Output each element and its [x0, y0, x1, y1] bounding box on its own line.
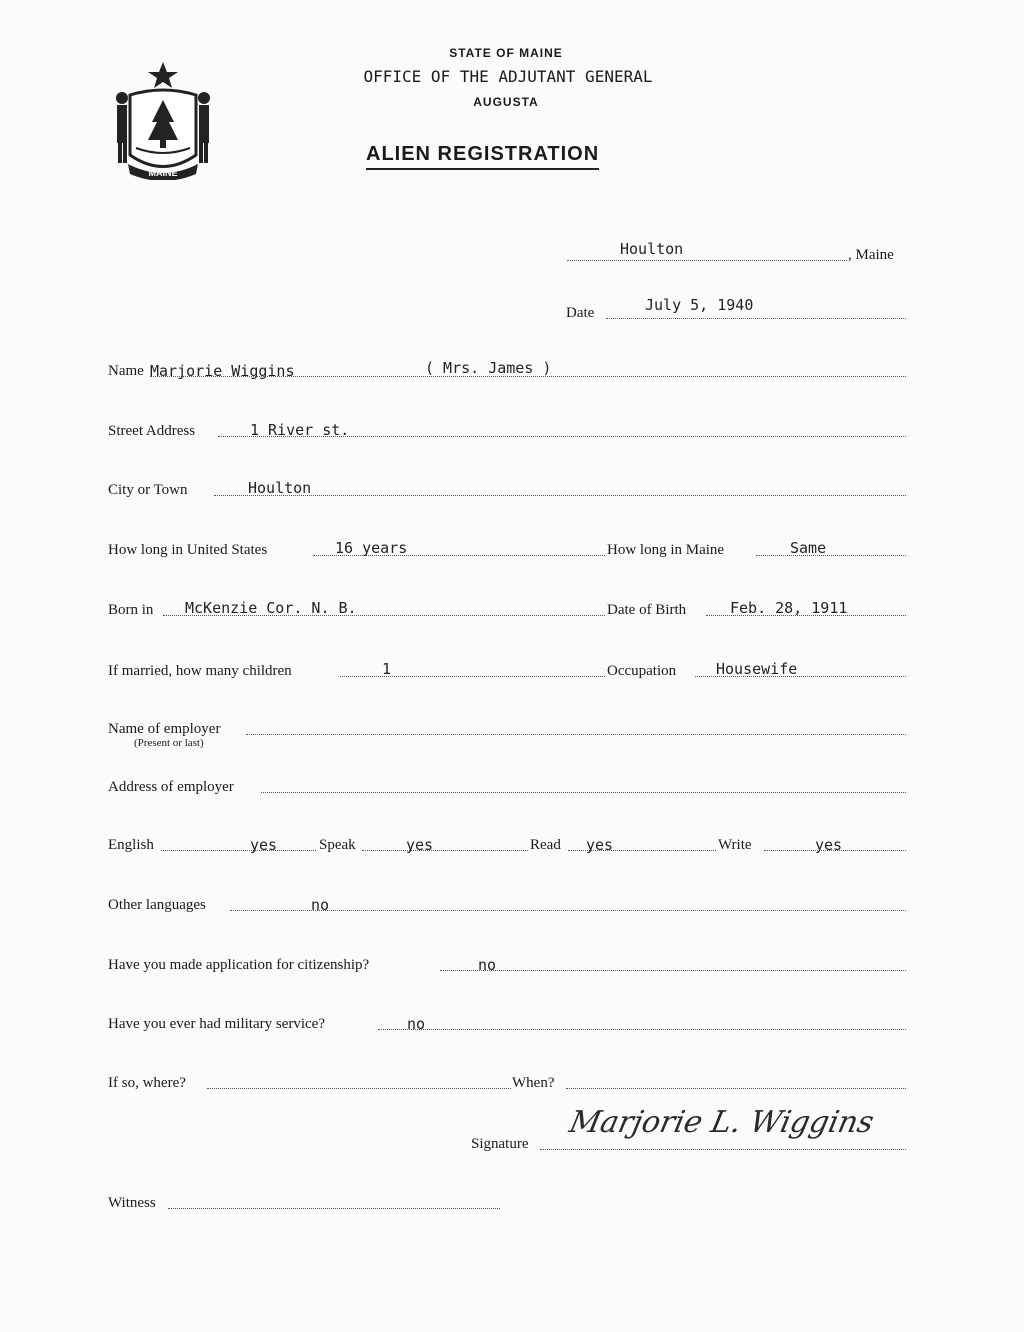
other-languages-label: Other languages — [108, 897, 206, 913]
write-value: yes — [815, 836, 843, 854]
read-value: yes — [586, 836, 614, 854]
place-suffix: , Maine — [848, 247, 894, 263]
occupation-label: Occupation — [607, 663, 677, 679]
name-value: Marjorie Wiggins — [150, 362, 295, 380]
employer-sublabel: (Present or last) — [134, 737, 204, 749]
street-value: 1 River st. — [250, 421, 350, 439]
read-label: Read — [530, 837, 561, 853]
state-heading: STATE OF MAINE — [449, 46, 563, 60]
maine-duration-value: Same — [790, 539, 827, 557]
employer-label: Name of employer — [108, 721, 221, 737]
city-heading: AUGUSTA — [473, 95, 539, 109]
date-value: July 5, 1940 — [645, 296, 754, 314]
maine-duration-label: How long in Maine — [607, 542, 725, 558]
name-label: Name — [108, 363, 144, 379]
citizenship-value: no — [478, 956, 497, 974]
form-title: ALIEN REGISTRATION — [366, 143, 599, 170]
witness-label: Witness — [108, 1195, 156, 1211]
us-duration-value: 16 years — [335, 539, 408, 557]
when-label: When? — [512, 1075, 555, 1091]
where-label: If so, where? — [108, 1075, 186, 1091]
born-in-value: McKenzie Cor. N. B. — [185, 599, 357, 617]
seal-motto: MAINE — [148, 168, 178, 178]
date-label: Date — [566, 305, 595, 321]
write-label: Write — [718, 837, 752, 853]
speak-label: Speak — [319, 837, 356, 853]
employer-address-label: Address of employer — [108, 779, 234, 795]
military-value: no — [407, 1015, 426, 1033]
born-in-label: Born in — [108, 602, 154, 618]
english-label: English — [108, 837, 154, 853]
occupation-value: Housewife — [716, 660, 798, 678]
us-duration-label: How long in United States — [108, 542, 268, 558]
office-heading: OFFICE OF THE ADJUTANT GENERAL — [363, 67, 653, 86]
dob-label: Date of Birth — [607, 602, 687, 618]
military-label: Have you ever had military service? — [108, 1016, 325, 1032]
name-extra: ( Mrs. James ) — [425, 359, 552, 377]
children-value: 1 — [382, 660, 392, 678]
dob-value: Feb. 28, 1911 — [730, 599, 848, 617]
speak-value: yes — [406, 836, 434, 854]
children-label: If married, how many children — [108, 663, 292, 679]
maine-state-seal-icon — [108, 60, 218, 180]
place-value: Houlton — [620, 240, 684, 258]
signature-label: Signature — [471, 1136, 529, 1152]
english-value: yes — [250, 836, 278, 854]
city-value: Houlton — [248, 479, 312, 497]
other-languages-value: no — [311, 896, 330, 914]
street-label: Street Address — [108, 423, 196, 439]
city-label: City or Town — [108, 482, 188, 498]
signature-value: Marjorie L. Wiggins — [566, 1105, 877, 1140]
citizenship-label: Have you made application for citizenship? — [108, 957, 370, 973]
